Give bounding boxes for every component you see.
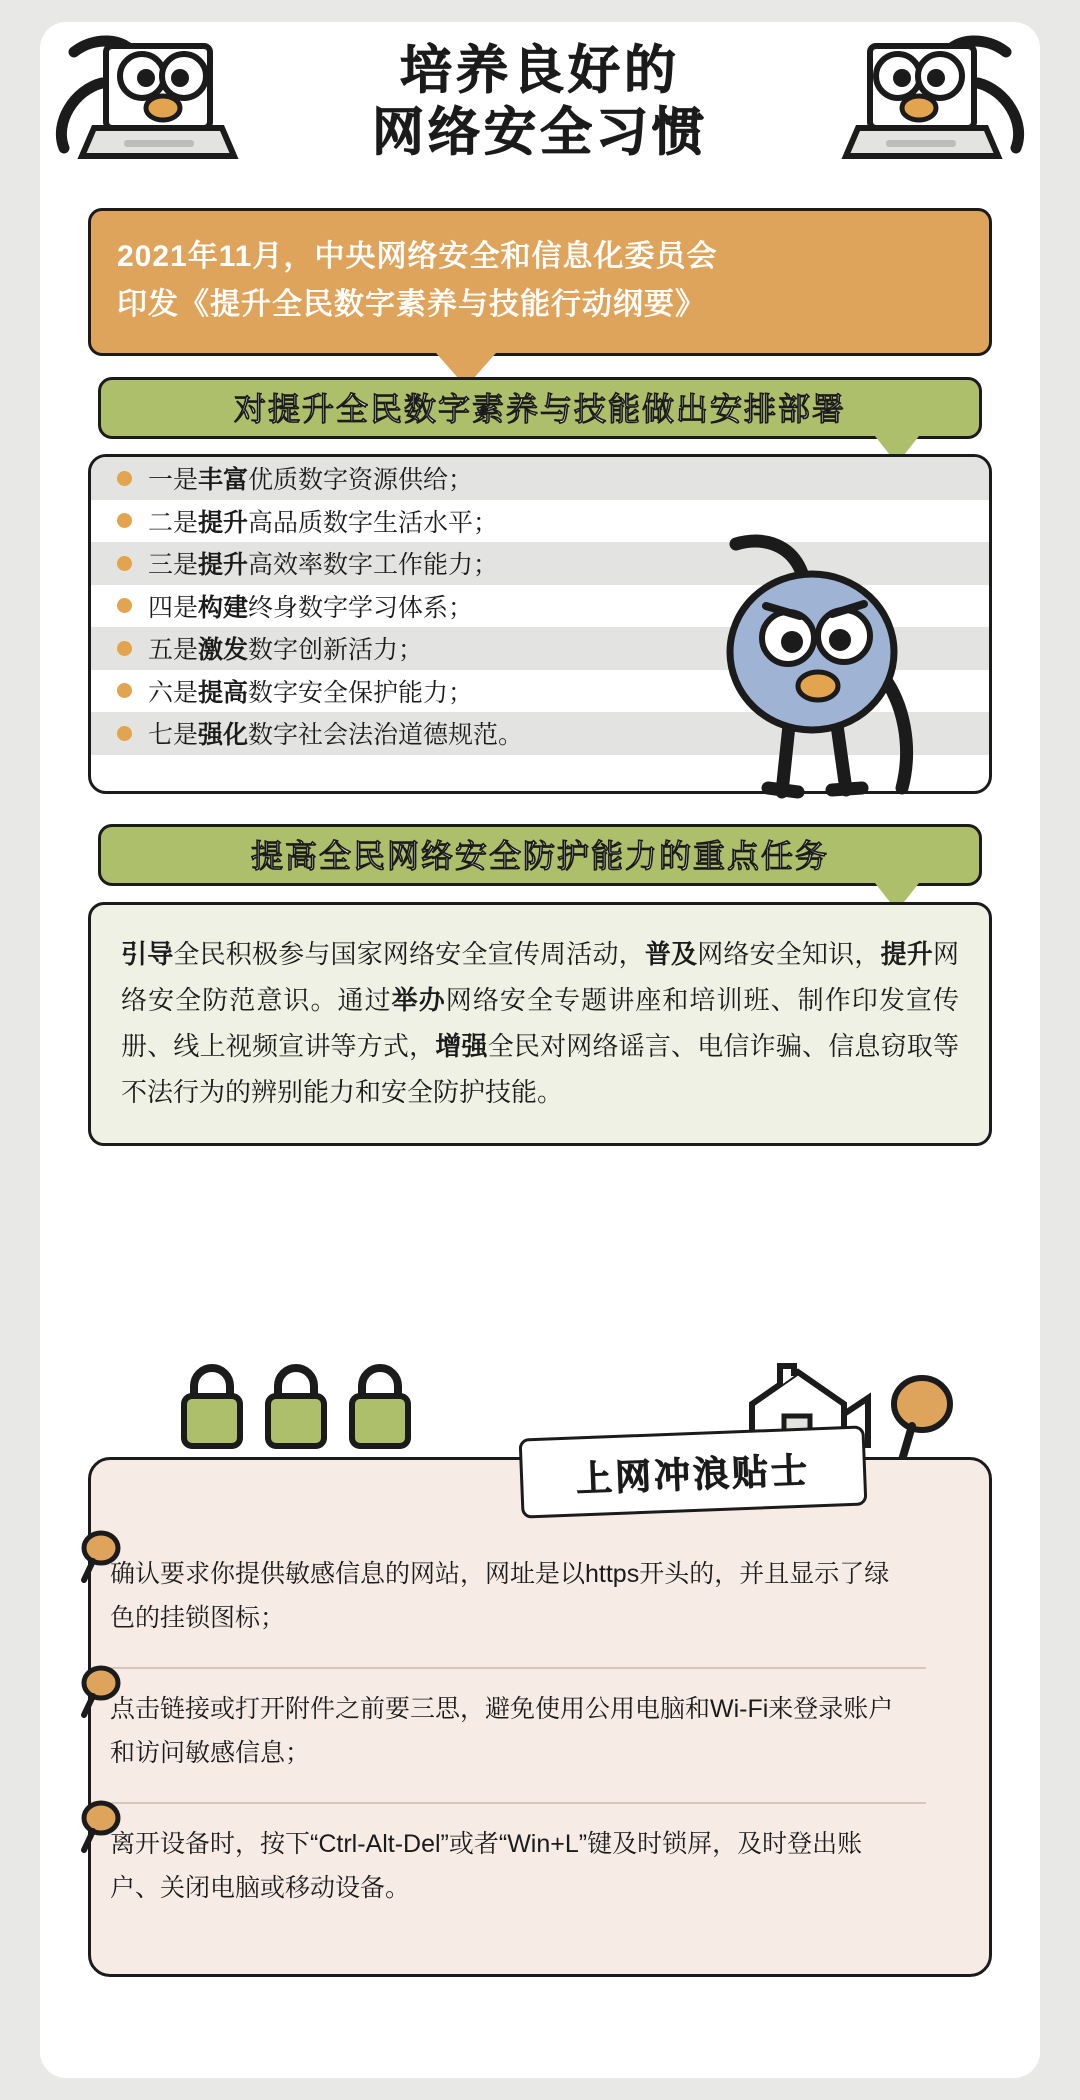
bullet-dot-icon (117, 471, 132, 486)
tip-item: 点击链接或打开附件之前要三思，避免使用公用电脑和Wi-Fi来登录账户和访问敏感信息； (110, 1695, 894, 1767)
paragraph-emphasis: 举办 (391, 985, 446, 1015)
tips-divider (100, 1802, 926, 1804)
laptop-icon (54, 28, 244, 178)
section-banner-tasks (98, 824, 982, 886)
paragraph-emphasis: 普及 (644, 939, 698, 969)
paragraph-text: 网络安全防范意识。通过 (121, 939, 959, 1015)
list-item-label: 六是提高数字安全保护能力； (148, 678, 474, 707)
tip-item: 确认要求你提供敏感信息的网站，网址是以https开头的，并且显示了绿色的挂锁图标； (110, 1560, 890, 1632)
section-banner-deployment (98, 377, 982, 439)
quote-line-2: 印发《提升全民数字素养与技能行动纲要》 (117, 288, 706, 321)
bullet-dot-icon (117, 726, 132, 741)
list-item (91, 457, 989, 500)
bullet-dot-icon (117, 683, 132, 698)
title-line-1: 培养良好的 (399, 42, 681, 100)
list-item-label: 四是构建终身数字学习体系； (148, 593, 474, 622)
list-item-label: 七是强化数字社会法治道德规范。 (148, 721, 524, 750)
tips-divider (100, 1667, 926, 1669)
bullet-dot-icon (117, 556, 132, 571)
pushpin-icon (878, 1374, 964, 1464)
paragraph-text: 网络安全知识， (697, 939, 881, 969)
paragraph-text: 全民积极参与国家网络安全宣传周活动， (173, 939, 645, 969)
policy-quote-box (88, 208, 992, 356)
padlock-icon-group (180, 1360, 420, 1452)
tip-item: 离开设备时，按下“Ctrl-Alt-Del”或者“Win+L”键及时锁屏，及时登出账户、关闭电脑或移动设备。 (110, 1830, 863, 1902)
list-item-label: 一是丰富优质数字资源供给； (148, 466, 474, 495)
paragraph-emphasis: 引导 (121, 939, 174, 969)
list-item-label: 二是提升高品质数字生活水平； (148, 508, 499, 537)
quote-line-1: 2021年11月，中央网络安全和信息化委员会 (117, 240, 718, 273)
tasks-paragraph (88, 902, 992, 1146)
tips-badge-label: 上网冲浪贴士 (575, 1449, 811, 1499)
paragraph-emphasis: 增强 (435, 1031, 488, 1061)
bullet-dot-icon (117, 513, 132, 528)
list-item-label: 五是激发数字创新活力； (148, 636, 424, 665)
poster-header (40, 22, 1040, 192)
poster-container (40, 22, 1040, 2078)
mascot-blob-icon (640, 520, 960, 820)
title-line-2: 网络安全习惯 (371, 104, 709, 162)
paragraph-emphasis: 提升 (880, 939, 933, 969)
list-item-label: 三是提升高效率数字工作能力； (148, 551, 499, 580)
bullet-dot-icon (117, 598, 132, 613)
page-title (372, 40, 708, 164)
laptop-icon (836, 28, 1026, 178)
banner-label: 提高全民网络安全防护能力的重点任务 (250, 838, 829, 874)
tips-badge (519, 1425, 868, 1518)
paragraph-text: 网络安全专题讲座和培训班、制作印发宣传册、线上视频宣讲等方式， (121, 985, 959, 1061)
paragraph-text: 全民对网络谣言、电信诈骗、信息窃取等不法行为的辨别能力和安全防护技能。 (121, 1031, 959, 1107)
bullet-dot-icon (117, 641, 132, 656)
banner-label: 对提升全民数字素养与技能做出安排部署 (233, 391, 846, 427)
